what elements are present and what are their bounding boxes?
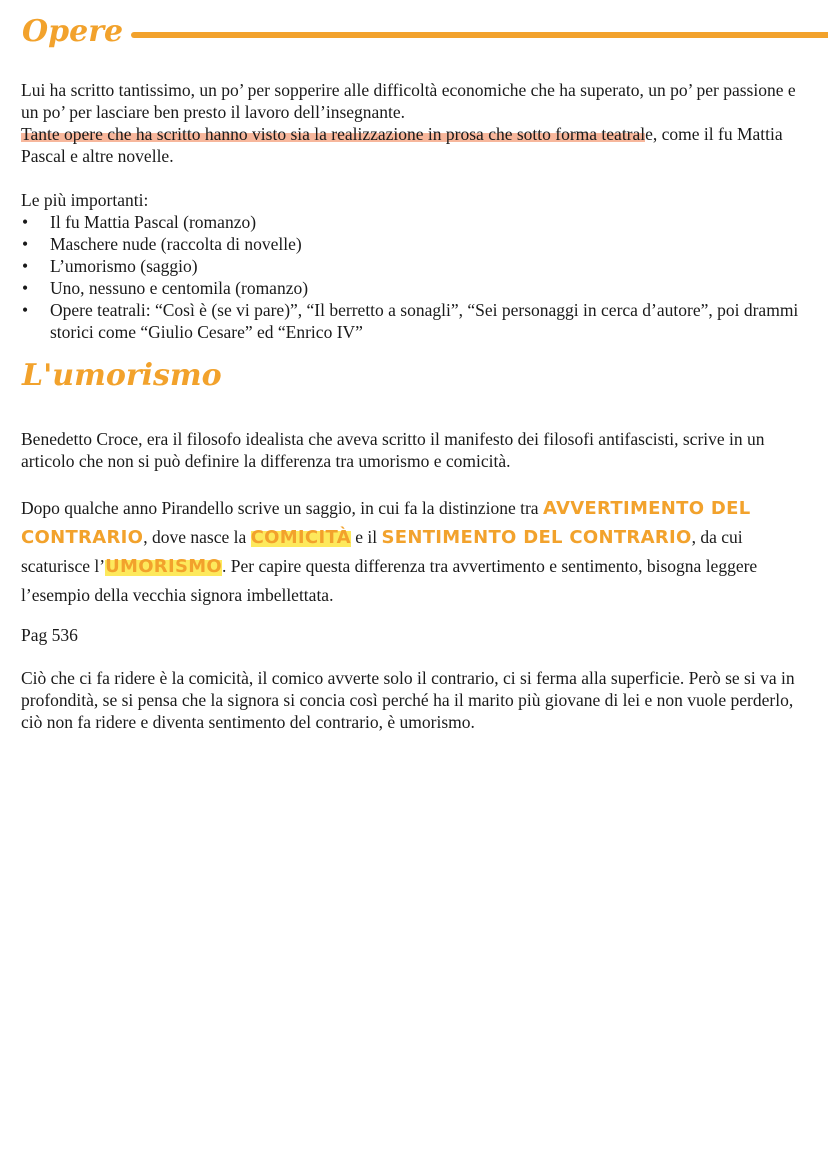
list-item-text: Maschere nude (raccolta di novelle) bbox=[50, 234, 302, 254]
list-item bbox=[21, 277, 811, 299]
pirandello-paragraph bbox=[21, 494, 811, 609]
bullet-icon: • bbox=[22, 256, 29, 276]
bullet-icon: • bbox=[22, 278, 29, 298]
paragraph-text: Dopo qualche anno Pirandello scrive un saggio, in cui fa la distinzione tra bbox=[21, 498, 543, 518]
opere-heading: Opere bbox=[22, 14, 124, 49]
keyword-comicita: COMICITÀ bbox=[250, 527, 351, 548]
list-item bbox=[21, 233, 811, 255]
list-item bbox=[21, 255, 811, 277]
opere-list-block bbox=[21, 189, 811, 343]
list-item-text: L’umorismo (saggio) bbox=[50, 256, 198, 276]
umorismo-heading: L'umorismo bbox=[22, 358, 222, 393]
list-item bbox=[21, 299, 811, 343]
heading-underline bbox=[131, 32, 828, 38]
list-item-text: Il fu Mattia Pascal (romanzo) bbox=[50, 212, 257, 232]
opere-intro-paragraph bbox=[21, 79, 811, 167]
umorismo-heading-row bbox=[22, 358, 222, 393]
comicita-paragraph: Ciò che ci fa ridere è la comicità, il comico avverte solo il contrario, ci si ferma alla superficie. Però se si va in profondità, se si pensa che la signora si concia così perché ha il marito più giovane di lei e non vuole perderlo, ciò non fa ridere e diventa sentimento del contrario, è umorismo. bbox=[21, 668, 795, 732]
highlighted-sentence-rest: e, come il fu Mattia Pascal e altre novelle. bbox=[21, 124, 783, 166]
opere-list bbox=[21, 211, 811, 343]
bullet-icon: • bbox=[22, 300, 29, 320]
list-item bbox=[21, 211, 811, 233]
bullet-icon: • bbox=[22, 234, 29, 254]
list-item-text: Opere teatrali: “Così è (se vi pare)”, “Il berretto a sonagli”, “Sei personaggi in cerca d’autore”, poi drammi storici come “Giulio Cesare” ed “Enrico IV” bbox=[50, 300, 799, 342]
keyword-umorismo: UMORISMO bbox=[105, 556, 223, 577]
opere-intro: Lui ha scritto tantissimo, un po’ per sopperire alle difficoltà economiche che ha superato, un po’ per passione e un po’ per lasciare ben presto il lavoro dell’insegnante. bbox=[21, 80, 796, 122]
page-reference: Pag 536 bbox=[21, 625, 78, 645]
highlighted-sentence: Tante opere che ha scritto hanno visto sia la realizzazione in prosa che sotto forma teatral bbox=[21, 124, 646, 144]
paragraph-text: , dove nasce la bbox=[143, 527, 251, 547]
list-item-text: Uno, nessuno e centomila (romanzo) bbox=[50, 278, 309, 298]
keyword-sentimento: SENTIMENTO DEL CONTRARIO bbox=[381, 527, 692, 548]
paragraph-text: , da cui scaturisce l’ bbox=[21, 527, 743, 576]
croce-paragraph: Benedetto Croce, era il filosofo idealista che aveva scritto il manifesto dei filosofi antifascisti, scrive in un articolo che non si può definire la differenza tra umorismo e comicità. bbox=[21, 429, 765, 471]
bullet-icon: • bbox=[22, 212, 29, 232]
paragraph-text: . Per capire questa differenza tra avvertimento e sentimento, bisogna leggere l’esempio della vecchia signora imbellettata. bbox=[21, 556, 758, 605]
opere-heading-row bbox=[22, 14, 828, 49]
paragraph-text: e il bbox=[350, 527, 382, 547]
keyword-avvertimento: AVVERTIMENTO DEL CONTRARIO bbox=[21, 498, 751, 548]
opere-list-title: Le più importanti: bbox=[21, 190, 149, 210]
